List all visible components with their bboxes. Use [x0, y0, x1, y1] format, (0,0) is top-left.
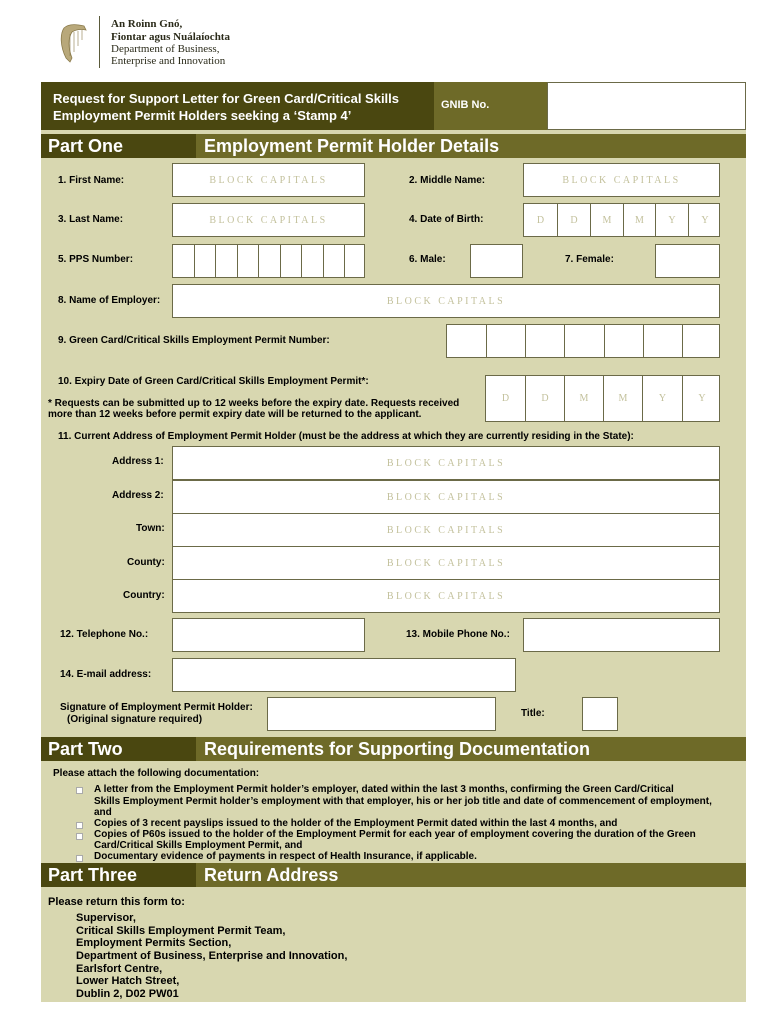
- part-three-label: Part Three: [48, 865, 138, 885]
- return-address-line-2: Critical Skills Employment Permit Team,: [76, 925, 286, 937]
- female-label: 7. Female:: [565, 254, 614, 265]
- pps-field[interactable]: [172, 244, 365, 278]
- country-placeholder: BLOCK CAPITALS: [386, 590, 506, 602]
- permit-cell: [682, 325, 721, 357]
- part-one-title: Employment Permit Holder Details: [204, 136, 500, 156]
- return-address-line-7: Dublin 2, D02 PW01: [76, 988, 179, 1000]
- department-logo: [44, 12, 264, 70]
- return-address-line-6: Lower Hatch Street,: [76, 975, 180, 987]
- doc-item-1-line3: and: [94, 807, 112, 818]
- logo-text-irish-1: An Roinn Gnó,: [111, 18, 183, 30]
- male-field[interactable]: [470, 244, 523, 278]
- employer-field[interactable]: [172, 284, 720, 318]
- signature-field[interactable]: [267, 697, 496, 731]
- middle-name-placeholder: BLOCK CAPITALS: [562, 174, 681, 186]
- doc-item-4: Documentary evidence of payments in respect of Health Insurance, if applicable.: [94, 851, 477, 862]
- pps-label: 5. PPS Number:: [58, 254, 134, 265]
- middle-name-label: 2. Middle Name:: [409, 175, 486, 186]
- address2-field[interactable]: [172, 480, 720, 514]
- part-one-label: Part One: [48, 136, 124, 156]
- gnib-number-field[interactable]: [547, 82, 746, 130]
- last-name-field[interactable]: [172, 203, 365, 237]
- logo-text-english-1: Department of Business,: [111, 43, 220, 55]
- dob-field[interactable]: [523, 203, 720, 237]
- checkbox-doc-3[interactable]: [76, 833, 83, 840]
- dob-cell-5: Y: [655, 204, 688, 236]
- permit-cell: [643, 325, 682, 357]
- dob-cell-1: D: [536, 214, 545, 226]
- permit-cell: [604, 325, 643, 357]
- doc-item-1-line2: Skills Employment Permit holder’s employment with that employer, his or her job title and date of commencement of employment,: [94, 796, 712, 807]
- dob-cell-4: M: [623, 204, 655, 236]
- part-two-title: Requirements for Supporting Documentation: [204, 739, 591, 759]
- header-title-block: [41, 82, 434, 130]
- pps-cell: [194, 245, 215, 277]
- part-three-title: Return Address: [204, 865, 339, 885]
- email-field[interactable]: [172, 658, 516, 692]
- country-label: Country:: [123, 590, 165, 601]
- pps-cell: [258, 245, 280, 277]
- gnib-label: GNIB No.: [441, 99, 490, 111]
- first-name-placeholder: BLOCK CAPITALS: [209, 174, 328, 186]
- dob-label: 4. Date of Birth:: [409, 214, 484, 225]
- female-field[interactable]: [655, 244, 720, 278]
- doc-item-1-line1: A letter from the Employment Permit holder’s employer, dated within the last 3 months, confirming the Green Card/Critical: [94, 784, 674, 795]
- doc-item-3-line1: Copies of P60s issued to the holder of the Employment Permit for each year of employment covering the duration of the Green: [94, 829, 696, 840]
- title-label: Title:: [521, 708, 545, 719]
- pps-cell: [301, 245, 323, 277]
- town-placeholder: BLOCK CAPITALS: [386, 524, 506, 536]
- expiry-date-field[interactable]: [485, 375, 720, 422]
- header-title-line2: Employment Permit Holders seeking a ‘Stamp 4’: [53, 108, 352, 123]
- logo-text-irish-2: Fiontar agus Nuálaíochta: [111, 31, 230, 43]
- country-field[interactable]: [172, 579, 720, 613]
- gnib-label-block: [434, 82, 547, 130]
- pps-cell: [215, 245, 237, 277]
- town-label: Town:: [136, 523, 165, 534]
- pps-cell: [344, 245, 366, 277]
- expiry-cell-2: D: [525, 376, 564, 421]
- pps-cell: [323, 245, 344, 277]
- middle-name-field[interactable]: [523, 163, 720, 197]
- return-address-line-5: Earlsfort Centre,: [76, 963, 163, 975]
- expiry-cell-3: M: [564, 376, 603, 421]
- pps-cell: [280, 245, 301, 277]
- return-address-line-1: Supervisor,: [76, 912, 136, 924]
- checkbox-doc-2[interactable]: [76, 822, 83, 829]
- email-label: 14. E-mail address:: [60, 669, 152, 680]
- harp-icon: [56, 24, 90, 64]
- county-label: County:: [127, 557, 165, 568]
- county-placeholder: BLOCK CAPITALS: [386, 557, 506, 569]
- return-address-line-3: Employment Permits Section,: [76, 937, 232, 949]
- return-address-line-4: Department of Business, Enterprise and Innovation,: [76, 950, 348, 962]
- telephone-label: 12. Telephone No.:: [60, 629, 149, 640]
- address2-label: Address 2:: [112, 490, 164, 501]
- dob-cell-2: D: [557, 204, 590, 236]
- telephone-field[interactable]: [172, 618, 365, 652]
- expiry-cell-5: Y: [642, 376, 682, 421]
- dob-cell-6: Y: [688, 204, 721, 236]
- expiry-note-2: more than 12 weeks before permit expiry date will be returned to the applicant.: [48, 409, 422, 420]
- expiry-cell-6: Y: [682, 376, 721, 421]
- male-label: 6. Male:: [409, 254, 446, 265]
- pps-cell: [237, 245, 258, 277]
- permit-number-field[interactable]: [446, 324, 720, 358]
- doc-item-3-line2: Card/Critical Skills Employment Permit, and: [94, 840, 303, 851]
- doc-item-2: Copies of 3 recent payslips issued to the holder of the Employment Permit dated within the last 4 months, and: [94, 818, 618, 829]
- dob-cell-3: M: [590, 204, 623, 236]
- first-name-label: 1. First Name:: [58, 175, 125, 186]
- title-field[interactable]: [582, 697, 618, 731]
- address1-placeholder: BLOCK CAPITALS: [386, 457, 506, 469]
- mobile-label: 13. Mobile Phone No.:: [406, 629, 510, 640]
- part-two-label: Part Two: [48, 739, 123, 759]
- checkbox-doc-1[interactable]: [76, 787, 83, 794]
- employer-placeholder: BLOCK CAPITALS: [386, 295, 506, 307]
- expiry-note-1: * Requests can be submitted up to 12 weeks before the expiry date. Requests received: [48, 398, 460, 409]
- address1-label: Address 1:: [112, 456, 164, 467]
- county-field[interactable]: [172, 546, 720, 580]
- return-intro: Please return this form to:: [48, 896, 185, 908]
- last-name-label: 3. Last Name:: [58, 214, 124, 225]
- first-name-field[interactable]: [172, 163, 365, 197]
- last-name-placeholder: BLOCK CAPITALS: [209, 214, 328, 226]
- town-field[interactable]: [172, 513, 720, 547]
- header-title-line1: Request for Support Letter for Green Card/Critical Skills: [53, 91, 400, 106]
- expiry-label: 10. Expiry Date of Green Card/Critical Skills Employment Permit*:: [58, 376, 369, 387]
- signature-label: Signature of Employment Permit Holder:: [60, 702, 253, 713]
- employer-label: 8. Name of Employer:: [58, 295, 161, 306]
- checkbox-doc-4[interactable]: [76, 855, 83, 862]
- permit-cell: [525, 325, 564, 357]
- mobile-field[interactable]: [523, 618, 720, 652]
- expiry-cell-4: M: [603, 376, 642, 421]
- address-heading: 11. Current Address of Employment Permit Holder (must be the address at which they are currently residing in the State):: [58, 431, 634, 442]
- permit-cell: [486, 325, 525, 357]
- part-two-intro: Please attach the following documentation:: [53, 768, 260, 779]
- permit-cell: [564, 325, 604, 357]
- address1-field[interactable]: [172, 446, 720, 480]
- logo-divider: [99, 16, 100, 68]
- signature-sublabel: (Original signature required): [67, 714, 203, 725]
- permit-number-label: 9. Green Card/Critical Skills Employment Permit Number:: [58, 335, 330, 346]
- address2-placeholder: BLOCK CAPITALS: [386, 491, 506, 503]
- expiry-cell-1: D: [501, 393, 510, 404]
- logo-text-english-2: Enterprise and Innovation: [111, 55, 226, 67]
